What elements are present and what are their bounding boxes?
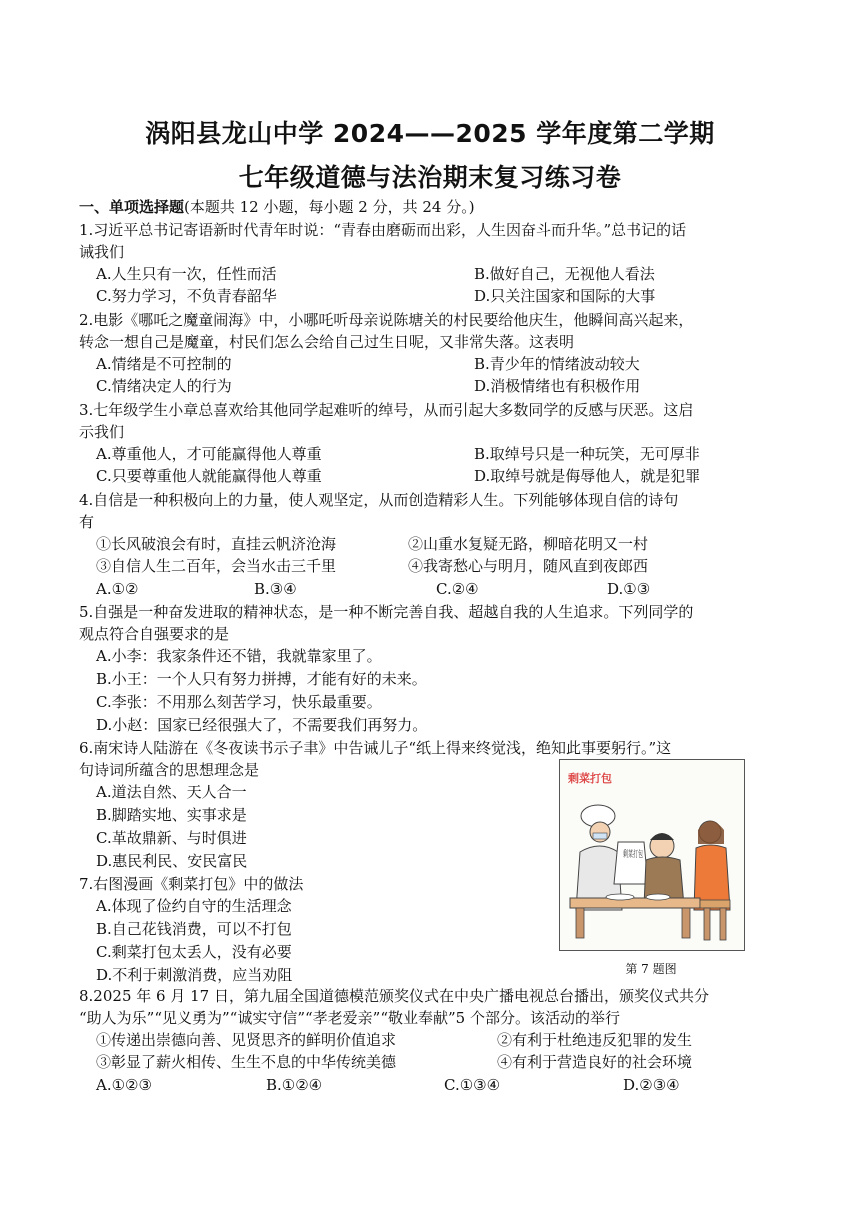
q3-stem-line1: 3.七年级学生小章总喜欢给其他同学起难听的绰号，从而引起大多数同学的反感与厌恶。这启 [79, 401, 694, 419]
q1-option-b: B.做好自己，无视他人看法 [474, 265, 655, 283]
q2-option-a: A.情绪是不可控制的 [96, 355, 232, 373]
q5-stem-line1: 5.自强是一种奋发进取的精神状态，是一种不断完善自我、超越自我的人生追求。下列同学的 [79, 603, 694, 621]
q4-statement-4: ④我寄愁心与明月，随风直到夜郎西 [408, 557, 649, 575]
q7-option-b: B.自己花钱消费，可以不打包 [96, 920, 292, 938]
q6-option-a: A.道法自然、天人合一 [96, 783, 247, 801]
q1-stem-line1: 1.习近平总书记寄语新时代青年时说：“青春由磨砺而出彩，人生因奋斗而升华。”总书记的话 [79, 221, 687, 239]
q4-option-d: D.①③ [607, 580, 651, 598]
cartoon-title: 剩菜打包 [568, 772, 612, 785]
q8-option-c: C.①③④ [444, 1076, 501, 1094]
q5-option-a: A.小李：我家条件还不错，我就靠家里了。 [96, 647, 382, 665]
q5-option-d: D.小赵：国家已经很强大了，不需要我们再努力。 [96, 716, 428, 734]
q8-statement-3: ③彰显了薪火相传、生生不息的中华传统美德 [96, 1053, 397, 1071]
q6-option-d: D.惠民利民、安民富民 [96, 852, 248, 870]
exam-title-line1: 涡阳县龙山中学 2024——2025 学年度第二学期 [145, 119, 715, 148]
q6-option-c: C.革故鼎新、与时俱进 [96, 829, 247, 847]
q2-option-d: D.消极情绪也有积极作用 [474, 377, 641, 395]
cartoon-figure [559, 759, 745, 951]
q4-statement-3: ③自信人生二百年，会当水击三千里 [96, 557, 337, 575]
q2-option-b: B.青少年的情绪波动较大 [474, 355, 640, 373]
q2-stem-line2: 转念一想自己是魔童，村民们怎么会给自己过生日呢，又非常失落。这表明 [79, 333, 575, 351]
q8-option-b: B.①②④ [266, 1076, 323, 1094]
q8-statement-1: ①传递出崇德向善、见贤思齐的鲜明价值追求 [96, 1031, 397, 1049]
q3-option-d: D.取绰号就是侮辱他人，就是犯罪 [474, 467, 701, 485]
q4-stem-line1: 4.自信是一种积极向上的力量，使人观坚定，从而创造精彩人生。下列能够体现自信的诗句 [79, 491, 679, 509]
q4-option-c: C.②④ [436, 580, 479, 598]
q3-option-b: B.取绰号只是一种玩笑，无可厚非 [474, 445, 700, 463]
q4-statement-1: ①长风破浪会有时，直挂云帆济沧海 [96, 535, 337, 553]
q5-option-c: C.李张：不用那么刻苦学习，快乐最重要。 [96, 693, 382, 711]
q1-stem-line2: 诫我们 [79, 243, 125, 261]
section-heading [79, 197, 475, 217]
q5-stem-line2: 观点符合自强要求的是 [79, 625, 230, 643]
q7-option-d: D.不利于刺激消费，应当劝阻 [96, 966, 293, 984]
q4-option-b: B.③④ [254, 580, 297, 598]
q2-stem-line1: 2.电影《哪吒之魔童闹海》中，小哪吒听母亲说陈塘关的村民要给他庆生，他瞬间高兴起来， [79, 311, 694, 329]
q1-option-d: D.只关注国家和国际的大事 [474, 287, 656, 305]
bag-label: 剩菜打包 [623, 850, 660, 860]
section-title: 一、单项选择题 [79, 198, 185, 216]
q8-option-a: A.①②③ [96, 1076, 152, 1094]
q5-option-b: B.小王：一个人只有努力拼搏，才能有好的未来。 [96, 670, 427, 688]
q1-option-c: C.努力学习，不负青春韶华 [96, 287, 277, 305]
q3-stem-line2: 示我们 [79, 423, 125, 441]
q8-statement-4: ④有利于营造良好的社会环境 [497, 1053, 693, 1071]
q7-stem: 7.右图漫画《剩菜打包》中的做法 [79, 875, 304, 893]
q8-option-d: D.②③④ [623, 1076, 680, 1094]
q3-option-a: A.尊重他人，才可能赢得他人尊重 [96, 445, 322, 463]
q6-stem-line1: 6.南宋诗人陆游在《冬夜读书示子聿》中告诫儿子“纸上得来终觉浅，绝知此事要躬行。”这 [79, 739, 672, 757]
q1-option-a: A.人生只有一次，任性而活 [96, 265, 277, 283]
q8-statement-2: ②有利于杜绝违反犯罪的发生 [497, 1031, 693, 1049]
q4-option-a: A.①② [96, 580, 139, 598]
q6-stem-line2: 句诗词所蕴含的思想理念是 [79, 761, 260, 779]
q8-stem-line2: “助人为乐”“见义勇为”“诚实守信”“孝老爱亲”“敬业奉献”5 个部分。该活动的举行 [79, 1009, 620, 1027]
section-note: (本题共 12 小题，每小题 2 分，共 24 分。) [184, 198, 475, 216]
q7-option-c: C.剩菜打包太丢人，没有必要 [96, 943, 292, 961]
leftover-takeaway-cartoon [560, 760, 744, 950]
q8-stem-line1: 8.2025 年 6 月 17 日，第九届全国道德模范颁奖仪式在中央广播电视总台播出，颁奖仪式共分 [79, 987, 709, 1005]
q6-option-b: B.脚踏实地、实事求是 [96, 806, 247, 824]
q4-statement-2: ②山重水复疑无路，柳暗花明又一村 [408, 535, 649, 553]
q2-option-c: C.情绪决定人的行为 [96, 377, 232, 395]
exam-title-line2: 七年级道德与法治期末复习练习卷 [238, 163, 622, 192]
q4-stem-line2: 有 [79, 513, 95, 531]
figure-caption: 第 7 题图 [625, 962, 677, 976]
q7-option-a: A.体现了俭约自守的生活理念 [96, 897, 292, 915]
q3-option-c: C.只要尊重他人就能赢得他人尊重 [96, 467, 322, 485]
